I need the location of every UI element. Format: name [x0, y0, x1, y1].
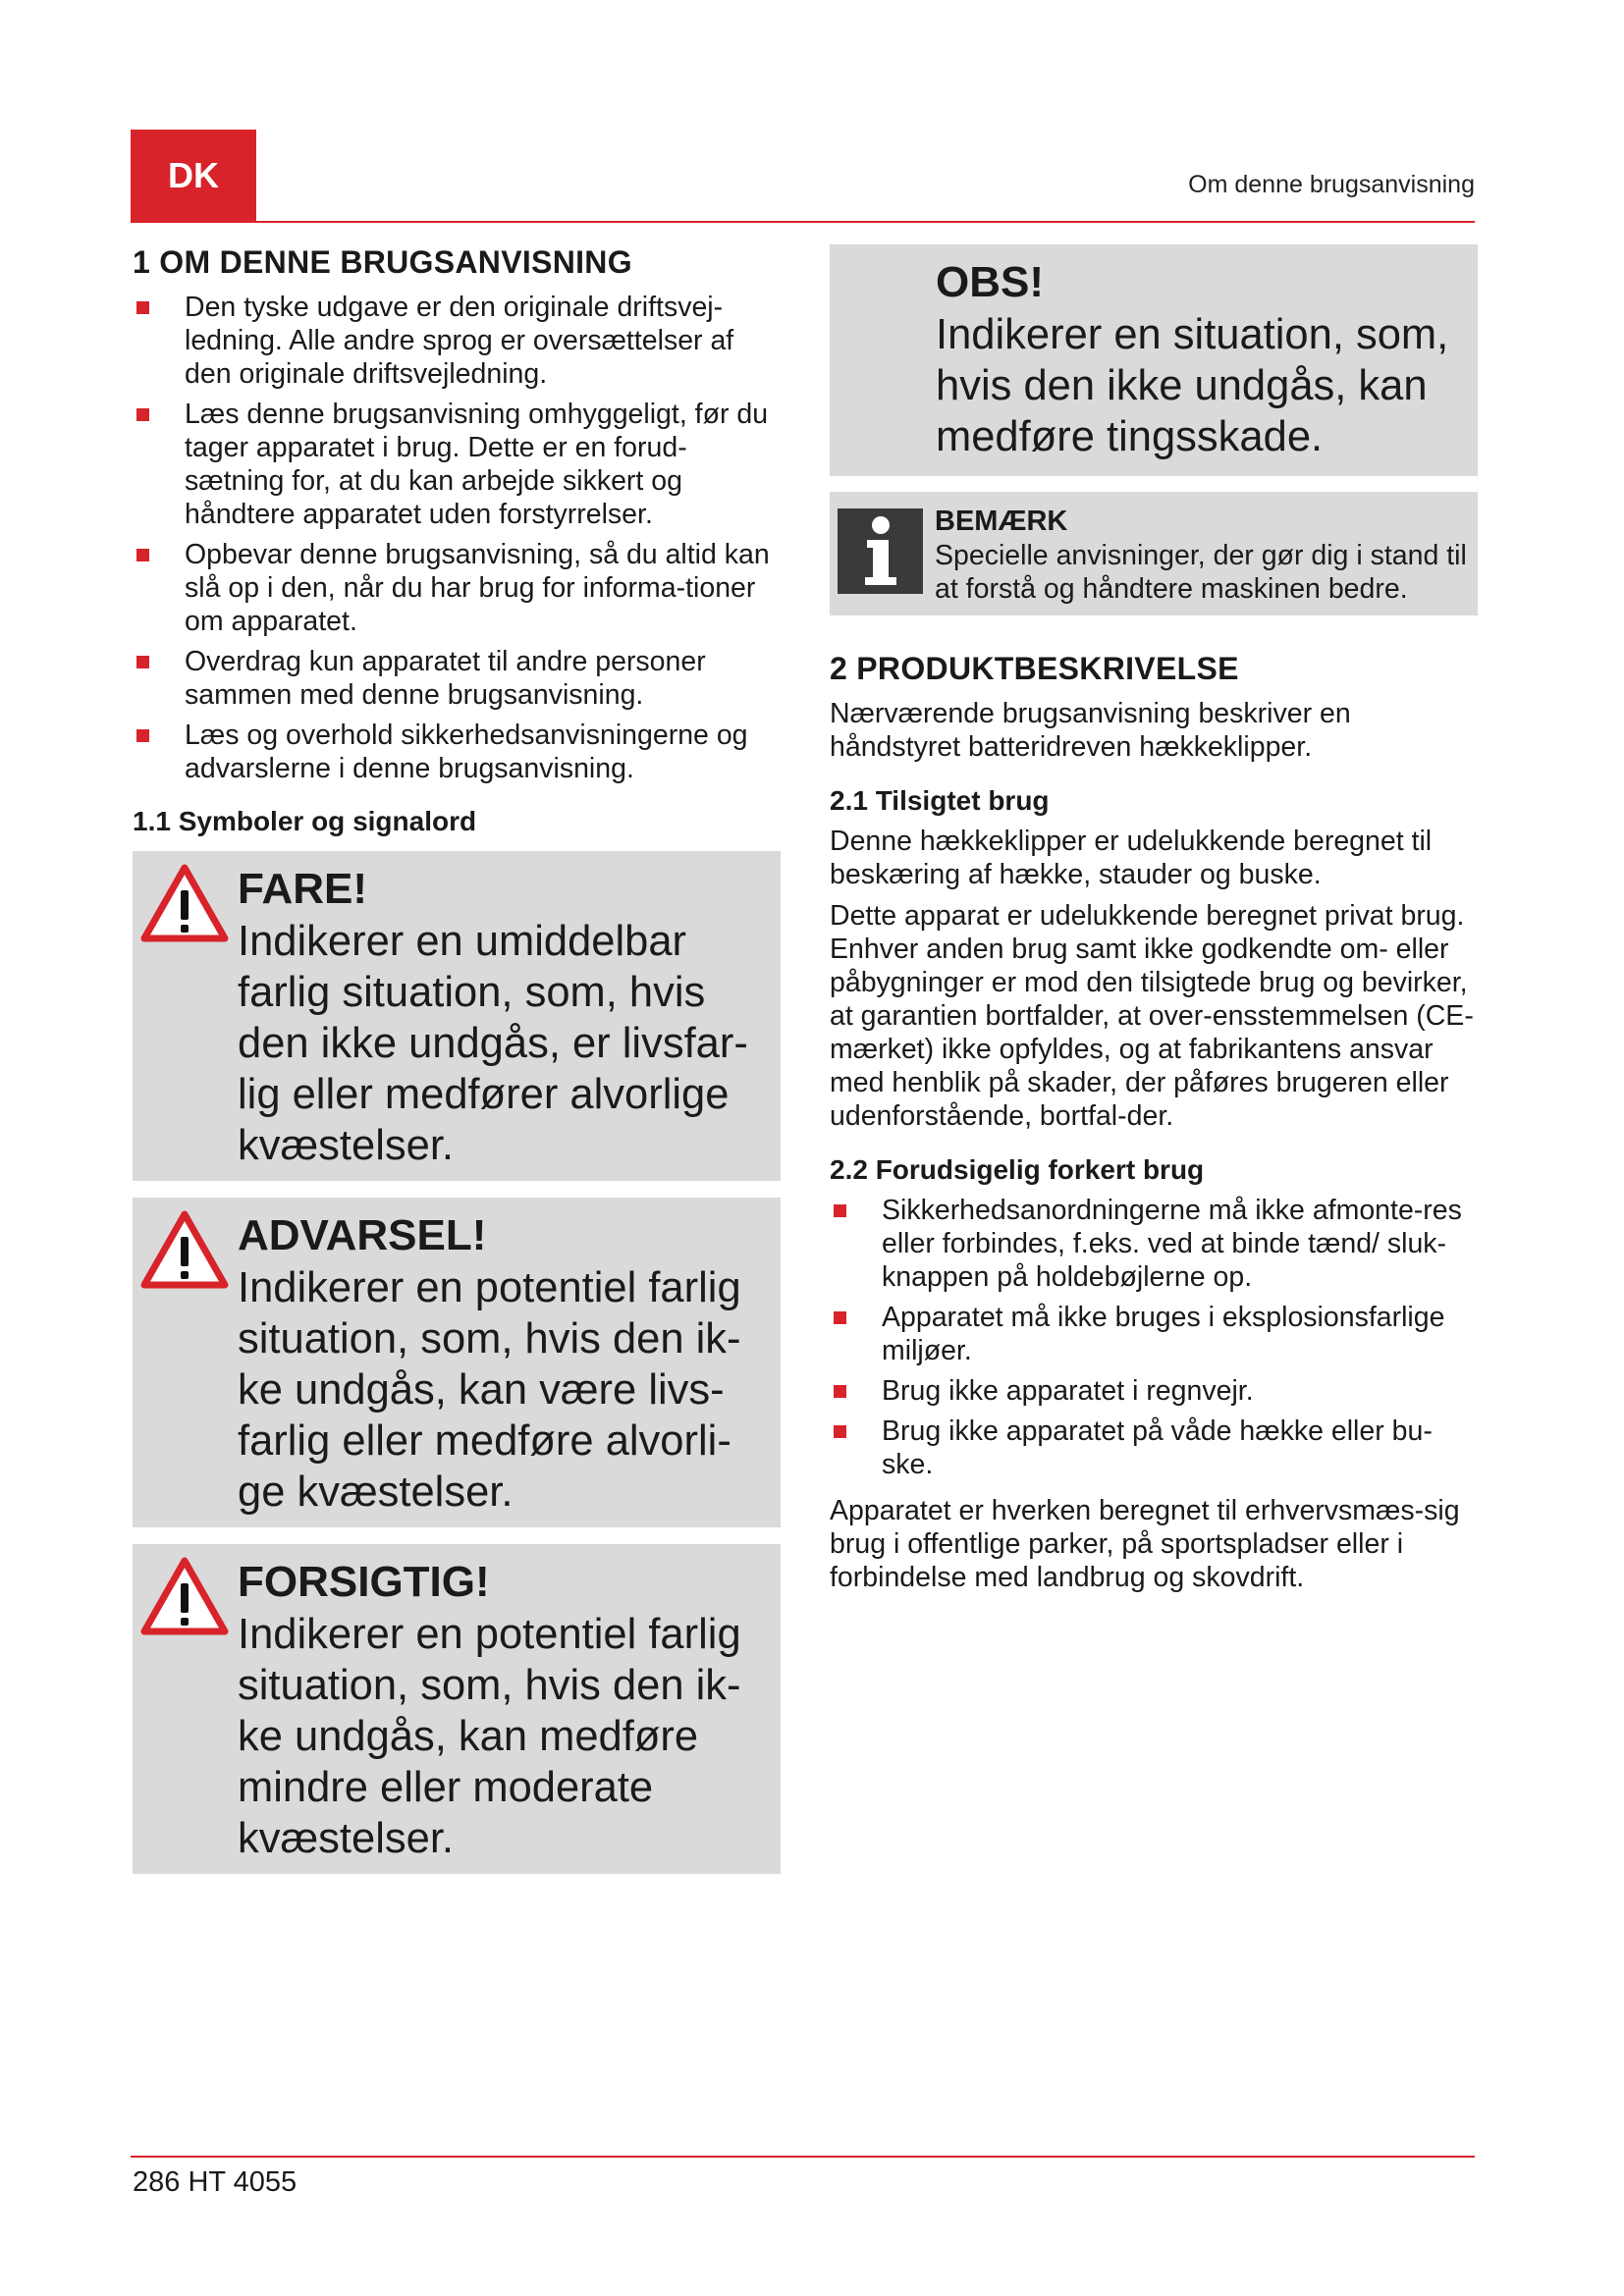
bullet-icon — [136, 549, 149, 561]
footer-rule — [131, 2156, 1475, 2158]
list-item-text: Læs denne brugsanvisning omhyggeligt, før du tager apparatet i brug. Dette er en forud-sætning for, at du kan arbejde sikkert og håndtere apparatet uden forstyrrelser. — [185, 399, 769, 530]
bullet-icon — [834, 1425, 846, 1438]
bemaerk-note-box — [830, 492, 1478, 615]
advarsel-title: ADVARSEL! — [238, 1211, 487, 1259]
section-2-2-heading: 2.2 Forudsigelig forkert brug — [830, 1154, 1205, 1185]
left-column — [133, 244, 781, 1891]
list-item-text: Læs og overhold sikkerhedsanvisningerne og advarslerne i denne brugsanvisning. — [185, 720, 748, 784]
forsigtig-text: Indikerer en potentiel farlig situation, som, hvis den ik-ke undgås, kan medføre mindre eller moderate kvæstelser. — [238, 1611, 741, 1862]
fare-title: FARE! — [238, 865, 367, 913]
section-1-bullet-list — [133, 291, 781, 785]
obs-text: Indikerer en situation, som, hvis den ikke undgås, kan medføre tingsskade. — [936, 311, 1449, 460]
bemaerk-text: Specielle anvisninger, der gør dig i stand til at forstå og håndtere maskinen bedre. — [935, 540, 1467, 605]
section-1-heading: 1 OM DENNE BRUGSANVISNING — [133, 244, 632, 280]
list-item — [133, 398, 781, 531]
header-rule — [131, 221, 1475, 223]
warning-triangle-icon — [140, 1556, 229, 1636]
warning-triangle-icon — [140, 863, 229, 943]
section-2-2-closing: Apparatet er hverken beregnet til erhvervsmæs-sig brug i offentlige parker, på sportspladser eller i forbindelse med landbrug og skovdrift. — [830, 1495, 1460, 1593]
language-tab: DK — [131, 130, 256, 222]
list-item-text: Overdrag kun apparatet til andre personer sammen med denne brugsanvisning. — [185, 646, 706, 711]
advarsel-warning-box — [133, 1198, 781, 1527]
fare-text: Indikerer en umiddelbar farlig situation, som, hvis den ikke undgås, er livsfar-lig eller medfører alvorlige kvæstelser. — [238, 918, 748, 1169]
bullet-icon — [834, 1385, 846, 1398]
bemaerk-title: BEMÆRK — [935, 506, 1068, 537]
list-item — [133, 291, 781, 391]
list-item — [830, 1301, 1478, 1367]
list-item — [133, 538, 781, 638]
bullet-icon — [834, 1204, 846, 1217]
list-item — [830, 1415, 1478, 1481]
list-item-text: Brug ikke apparatet på våde hække eller bu-ske. — [882, 1415, 1433, 1480]
list-item-text: Apparatet må ikke bruges i eksplosionsfarlige miljøer. — [882, 1302, 1445, 1366]
forsigtig-warning-box — [133, 1544, 781, 1874]
header-title: Om denne brugsanvisning — [1188, 171, 1475, 198]
section-2-1-para-1: Denne hækkeklipper er udelukkende beregnet til beskæring af hække, stauder og buske. — [830, 826, 1433, 890]
obs-title: OBS! — [936, 258, 1044, 306]
section-2-intro: Nærværende brugsanvisning beskriver en håndstyret batteridreven hækkeklipper. — [830, 698, 1351, 763]
section-2-1-para-2: Dette apparat er udelukkende beregnet privat brug. Enhver anden brug samt ikke godkendte om- eller påbygninger er mod den tilsigtede brug og bevirker, at garantien bortfalder, at over-ensstemmelsen (CE-mærket) ikke opfyldes, og at fabrikantens ansvar med henblik på skader, der påføres brugeren eller udenforstående, bortfal-der. — [830, 900, 1474, 1132]
list-item-text: Opbevar denne brugsanvisning, så du altid kan slå op i den, når du har brug for informa-tioner om apparatet. — [185, 539, 770, 637]
bullet-icon — [136, 408, 149, 421]
section-2-1-heading: 2.1 Tilsigtet brug — [830, 785, 1050, 816]
bullet-icon — [136, 656, 149, 668]
list-item — [830, 1194, 1478, 1294]
bullet-icon — [136, 301, 149, 314]
fare-warning-box — [133, 851, 781, 1181]
forsigtig-title: FORSIGTIG! — [238, 1558, 490, 1606]
list-item-text: Sikkerhedsanordningerne må ikke afmonte-res eller forbindes, f.eks. ved at binde tænd/ sluk-knappen på holdebøjlerne op. — [882, 1195, 1462, 1293]
footer-page-ref: 286 HT 4055 — [133, 2166, 298, 2198]
advarsel-text: Indikerer en potentiel farlig situation, som, hvis den ik-ke undgås, kan være livs-farlig eller medføre alvorli-ge kvæstelser. — [238, 1264, 741, 1516]
list-item — [830, 1374, 1478, 1408]
list-item-text: Den tyske udgave er den originale driftsvej-ledning. Alle andre sprog er oversættelser af den originale driftsvejledning. — [185, 292, 734, 390]
bullet-icon — [136, 729, 149, 742]
right-column — [830, 244, 1478, 1602]
section-1-1-heading: 1.1 Symboler og signalord — [133, 806, 477, 836]
warning-triangle-icon — [140, 1209, 229, 1290]
list-item — [133, 645, 781, 712]
info-icon — [838, 508, 923, 594]
list-item-text: Brug ikke apparatet i regnvejr. — [882, 1375, 1254, 1407]
bullet-icon — [834, 1311, 846, 1324]
section-2-2-bullet-list — [830, 1194, 1478, 1481]
section-2-heading: 2 PRODUKTBESKRIVELSE — [830, 651, 1239, 686]
list-item — [133, 719, 781, 785]
obs-notice-box — [830, 244, 1478, 476]
